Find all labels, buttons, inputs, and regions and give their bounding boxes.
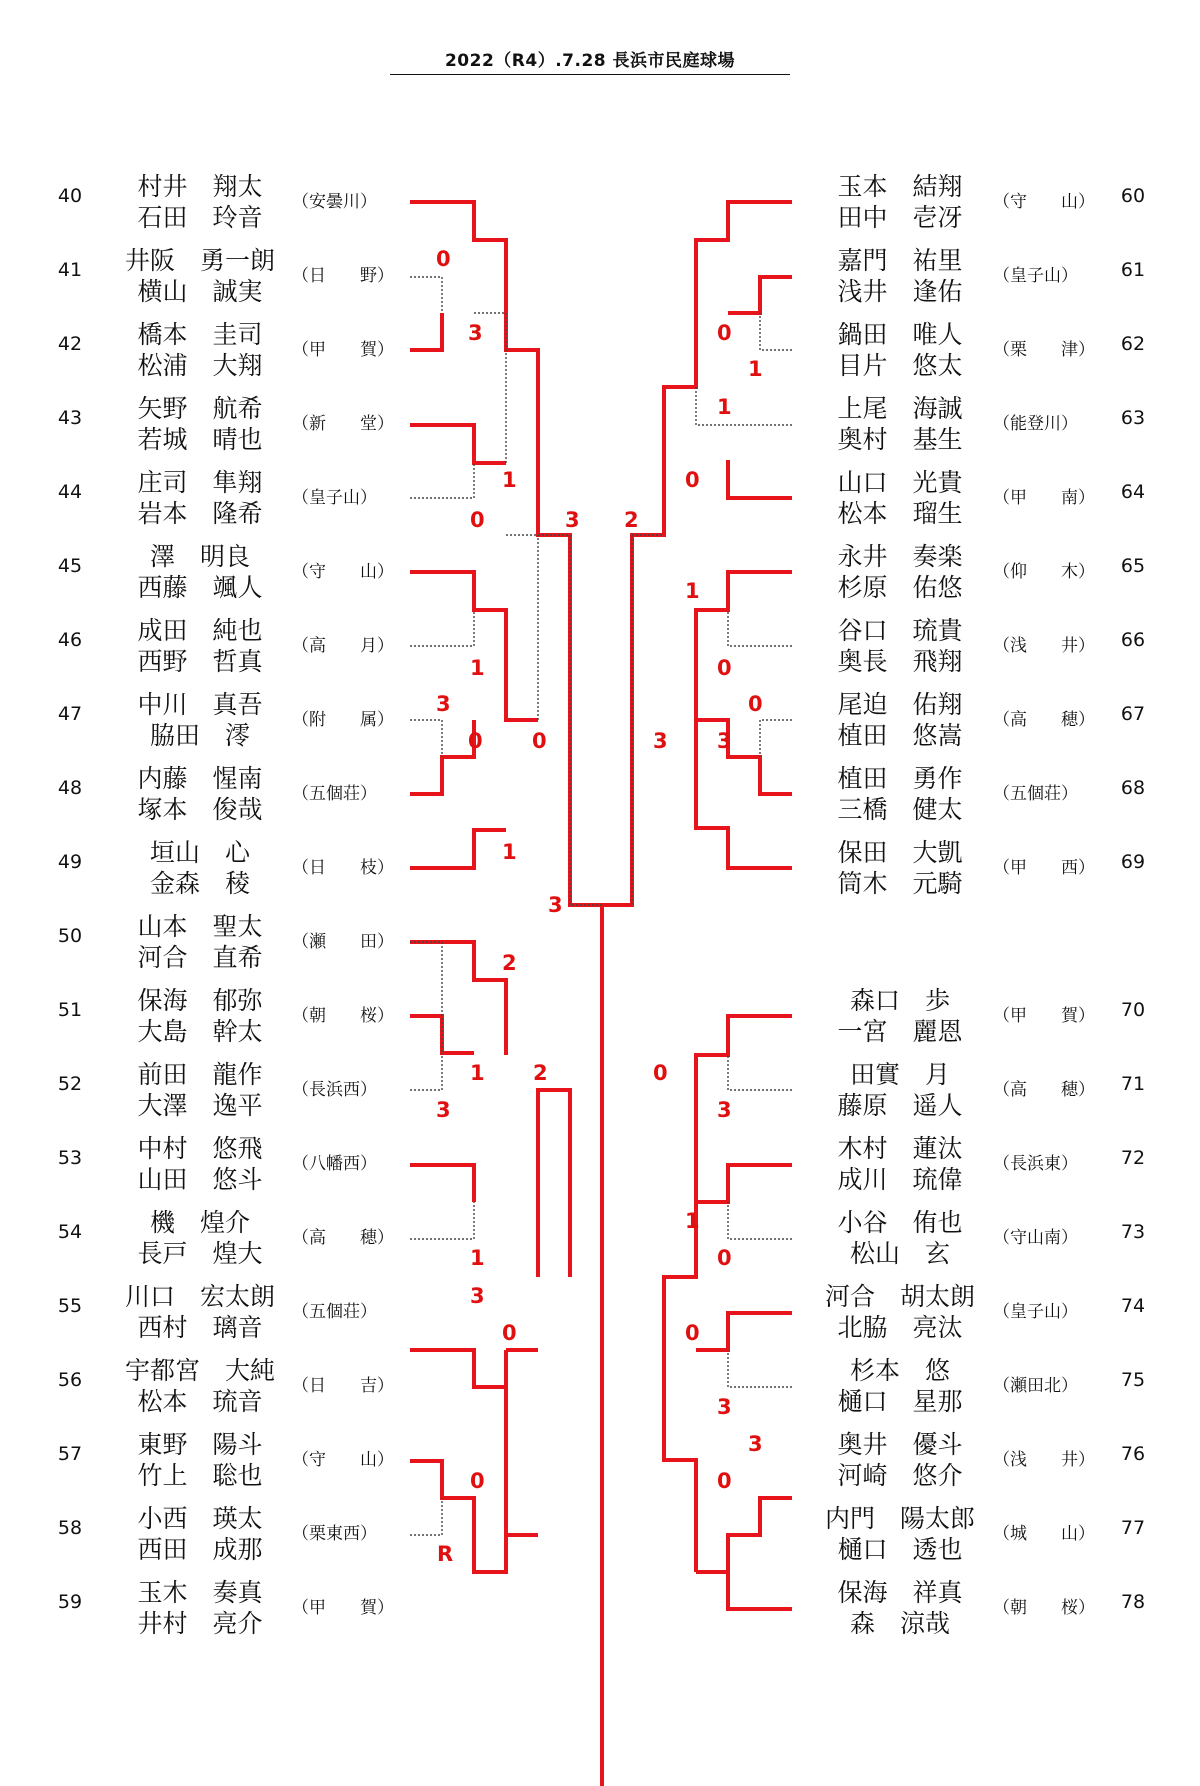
entry-number: 51	[57, 999, 83, 1021]
match-score: 3	[565, 508, 580, 532]
school-name: （高 穂）	[292, 1228, 394, 1248]
school-name: （守 山）	[292, 562, 394, 582]
player-pair	[810, 467, 990, 529]
entry-row	[0, 905, 1200, 979]
school-name: （甲 南）	[993, 488, 1095, 508]
player-name: 内藤 惺南	[137, 764, 263, 793]
player-name: 岩本 隆希	[137, 499, 263, 528]
player-name: 中村 悠飛	[137, 1134, 263, 1163]
school-name: （守 山）	[292, 1450, 394, 1470]
school-name: （高 穂）	[993, 1080, 1095, 1100]
player-pair	[810, 689, 990, 751]
player-pair	[810, 171, 990, 233]
player-name: 木村 蓮汰	[837, 1134, 963, 1163]
school-name: （高 穂）	[993, 710, 1095, 730]
entry-number: 42	[57, 333, 83, 355]
entry-number: 55	[57, 1295, 83, 1317]
match-score: 1	[470, 1061, 485, 1085]
player-name: 嘉門 祐里	[837, 246, 963, 275]
player-name: 前田 龍作	[137, 1060, 263, 1089]
match-score: 1	[748, 357, 763, 381]
player-name: 上尾 海誠	[837, 394, 963, 423]
match-score: 0	[436, 247, 451, 271]
entry-row	[0, 239, 1200, 313]
player-pair	[810, 1059, 990, 1121]
entry-number: 61	[1120, 259, 1146, 281]
player-name: 庄司 隼翔	[137, 468, 263, 497]
school-name: （朝 桜）	[292, 1006, 394, 1026]
player-name: 奥長 飛翔	[837, 647, 963, 676]
school-name: （瀬 田）	[292, 932, 394, 952]
player-name: 小西 瑛太	[137, 1504, 263, 1533]
entry-number: 72	[1120, 1147, 1146, 1169]
player-name: 谷口 琉貴	[837, 616, 963, 645]
player-name: 北脇 亮汰	[837, 1313, 963, 1342]
match-score: 2	[533, 1061, 548, 1085]
player-name: 尾迫 佑翔	[837, 690, 963, 719]
player-name: 宇都宮 大純	[124, 1356, 275, 1385]
entry-number: 65	[1120, 555, 1146, 577]
player-name: 樋口 星那	[837, 1387, 963, 1416]
entry-number: 68	[1120, 777, 1146, 799]
school-name: （安曇川）	[292, 192, 377, 212]
player-name: 成川 琉偉	[837, 1165, 963, 1194]
player-name: 鍋田 唯人	[837, 320, 963, 349]
school-name: （日 野）	[292, 266, 394, 286]
entry-number: 66	[1120, 629, 1146, 651]
match-score: 1	[502, 468, 517, 492]
player-name: 河崎 悠介	[837, 1461, 963, 1490]
entry-number: 67	[1120, 703, 1146, 725]
school-name: （日 吉）	[292, 1376, 394, 1396]
school-name: （浅 井）	[993, 1450, 1095, 1470]
match-score: 3	[748, 1432, 763, 1456]
entry-number: 62	[1120, 333, 1146, 355]
match-score: 0	[470, 508, 485, 532]
entry-row	[0, 683, 1200, 757]
player-name: 西藤 颯人	[137, 573, 263, 602]
player-pair	[810, 1577, 990, 1639]
match-score: 0	[468, 729, 483, 753]
match-score: 3	[653, 729, 668, 753]
school-name: （長浜西）	[292, 1080, 377, 1100]
entry-row	[0, 1053, 1200, 1127]
school-name: （守 山）	[993, 192, 1095, 212]
match-score: 1	[470, 656, 485, 680]
player-name: 奥井 優斗	[837, 1430, 963, 1459]
entry-number: 74	[1120, 1295, 1146, 1317]
player-name: 村井 翔太	[137, 172, 263, 201]
player-name: 井村 亮介	[137, 1609, 263, 1638]
school-name: （日 枝）	[292, 858, 394, 878]
player-pair	[810, 1355, 990, 1417]
entry-number: 75	[1120, 1369, 1146, 1391]
player-name: 西野 哲真	[137, 647, 263, 676]
player-name: 植田 悠嵩	[837, 721, 963, 750]
entry-number: 45	[57, 555, 83, 577]
entry-number: 47	[57, 703, 83, 725]
school-name: （甲 賀）	[993, 1006, 1095, 1026]
player-name: 川口 宏太朗	[124, 1282, 275, 1311]
school-name: （甲 賀）	[292, 340, 394, 360]
player-pair	[810, 1503, 990, 1565]
school-name: （新 堂）	[292, 414, 394, 434]
player-name: 脇田 澪	[149, 721, 250, 750]
player-name: 山口 光貴	[837, 468, 963, 497]
school-name: （能登川）	[993, 414, 1078, 434]
player-name: 澤 明良	[149, 542, 250, 571]
match-score: 3	[548, 893, 563, 917]
player-name: 西村 璃音	[137, 1313, 263, 1342]
entry-number: 41	[57, 259, 83, 281]
school-name: （栗東西）	[292, 1524, 377, 1544]
player-pair	[810, 1133, 990, 1195]
entry-number: 48	[57, 777, 83, 799]
player-name: 大島 幹太	[137, 1017, 263, 1046]
match-score: 2	[624, 508, 639, 532]
player-name: 森 涼哉	[849, 1609, 950, 1638]
match-score: 0	[717, 321, 732, 345]
match-score: 3	[717, 1098, 732, 1122]
player-name: 中川 真吾	[137, 690, 263, 719]
entry-row	[0, 165, 1200, 239]
match-score: 1	[717, 395, 732, 419]
entry-row	[0, 1423, 1200, 1497]
player-pair	[810, 985, 990, 1047]
entry-row	[0, 979, 1200, 1053]
player-name: 玉本 結翔	[837, 172, 963, 201]
entry-row	[0, 1275, 1200, 1349]
match-score: 0	[717, 1469, 732, 1493]
player-name: 田中 壱冴	[837, 203, 963, 232]
entry-row	[0, 313, 1200, 387]
school-name: （附 属）	[292, 710, 394, 730]
player-name: 奥村 基生	[837, 425, 963, 454]
player-pair	[810, 393, 990, 455]
player-name: 浅井 逢佑	[837, 277, 963, 306]
entry-number: 73	[1120, 1221, 1146, 1243]
school-name: （皇子山）	[993, 266, 1078, 286]
player-pair	[810, 245, 990, 307]
player-name: 垣山 心	[149, 838, 250, 867]
school-name: （高 月）	[292, 636, 394, 656]
player-name: 三橋 健太	[837, 795, 963, 824]
school-name: （五個荘）	[292, 1302, 377, 1322]
match-score: 0	[532, 729, 547, 753]
match-score: 0	[717, 656, 732, 680]
player-name: 内門 陽太郎	[824, 1504, 975, 1533]
entry-row	[0, 387, 1200, 461]
match-score: 3	[468, 321, 483, 345]
player-name: 筒木 元騎	[837, 869, 963, 898]
player-name: 目片 悠太	[837, 351, 963, 380]
entry-number: 63	[1120, 407, 1146, 429]
entry-row	[0, 1201, 1200, 1275]
school-name: （五個荘）	[292, 784, 377, 804]
title-underline	[390, 74, 790, 75]
player-pair	[810, 837, 990, 899]
player-name: 山本 聖太	[137, 912, 263, 941]
school-name: （仰 木）	[993, 562, 1095, 582]
entry-number: 46	[57, 629, 83, 651]
player-name: 矢野 航希	[137, 394, 263, 423]
player-name: 若城 晴也	[137, 425, 263, 454]
entry-row	[0, 831, 1200, 905]
player-name: 大澤 逸平	[137, 1091, 263, 1120]
player-name: 杉原 佑悠	[837, 573, 963, 602]
player-name: 松山 玄	[849, 1239, 950, 1268]
player-name: 橋本 圭司	[137, 320, 263, 349]
entry-number: 76	[1120, 1443, 1146, 1465]
player-pair	[810, 1281, 990, 1343]
player-pair	[810, 763, 990, 825]
player-name: 小谷 侑也	[837, 1208, 963, 1237]
entry-row	[0, 757, 1200, 831]
player-name: 東野 陽斗	[137, 1430, 263, 1459]
match-score: R	[437, 1542, 454, 1566]
match-score: 3	[717, 1395, 732, 1419]
entry-number: 71	[1120, 1073, 1146, 1095]
player-pair	[810, 541, 990, 603]
school-name: （浅 井）	[993, 636, 1095, 656]
entry-row	[0, 1497, 1200, 1571]
player-name: 西田 成那	[137, 1535, 263, 1564]
player-name: 河合 胡太朗	[824, 1282, 975, 1311]
entry-number: 64	[1120, 481, 1146, 503]
player-name: 石田 玲音	[137, 203, 263, 232]
school-name: （朝 桜）	[993, 1598, 1095, 1618]
entry-number: 40	[57, 185, 83, 207]
entry-row	[0, 1349, 1200, 1423]
match-score: 0	[470, 1469, 485, 1493]
player-name: 井阪 勇一朗	[124, 246, 275, 275]
school-name: （皇子山）	[993, 1302, 1078, 1322]
player-name: 保海 祥真	[837, 1578, 963, 1607]
match-score: 0	[502, 1321, 517, 1345]
player-name: 杉本 悠	[849, 1356, 950, 1385]
player-pair	[810, 1429, 990, 1491]
entry-row	[0, 1571, 1200, 1645]
player-name: 一宮 麗恩	[837, 1017, 963, 1046]
player-name: 金森 稜	[149, 869, 250, 898]
entry-number: 69	[1120, 851, 1146, 873]
entry-number: 49	[57, 851, 83, 873]
entry-number: 59	[57, 1591, 83, 1613]
match-score: 1	[685, 579, 700, 603]
entry-row	[0, 609, 1200, 683]
entry-number: 43	[57, 407, 83, 429]
school-name: （長浜東）	[993, 1154, 1078, 1174]
match-score: 3	[470, 1284, 485, 1308]
entry-row	[0, 1127, 1200, 1201]
entry-number: 44	[57, 481, 83, 503]
match-score: 2	[502, 951, 517, 975]
player-name: 山田 悠斗	[137, 1165, 263, 1194]
entry-number: 53	[57, 1147, 83, 1169]
player-name: 永井 奏楽	[837, 542, 963, 571]
school-name: （栗 津）	[993, 340, 1095, 360]
player-name: 松本 瑠生	[837, 499, 963, 528]
entry-number: 52	[57, 1073, 83, 1095]
entry-number: 57	[57, 1443, 83, 1465]
player-name: 松本 琉音	[137, 1387, 263, 1416]
entry-row	[0, 535, 1200, 609]
entry-number: 56	[57, 1369, 83, 1391]
player-name: 保海 郁弥	[137, 986, 263, 1015]
player-name: 竹上 聡也	[137, 1461, 263, 1490]
player-name: 藤原 遥人	[837, 1091, 963, 1120]
entry-row	[0, 461, 1200, 535]
player-pair	[810, 1207, 990, 1269]
school-name: （甲 西）	[993, 858, 1095, 878]
player-name: 長戸 煌大	[137, 1239, 263, 1268]
player-name: 横山 誠実	[137, 277, 263, 306]
match-score: 0	[748, 692, 763, 716]
school-name: （八幡西）	[292, 1154, 377, 1174]
school-name: （皇子山）	[292, 488, 377, 508]
match-score: 1	[470, 1246, 485, 1270]
player-name: 森口 歩	[849, 986, 950, 1015]
player-pair	[810, 319, 990, 381]
school-name: （瀬田北）	[993, 1376, 1078, 1396]
school-name: （甲 賀）	[292, 1598, 394, 1618]
player-name: 玉木 奏真	[137, 1578, 263, 1607]
entry-number: 58	[57, 1517, 83, 1539]
entry-number: 70	[1120, 999, 1146, 1021]
match-score: 3	[436, 1098, 451, 1122]
entry-number: 60	[1120, 185, 1146, 207]
player-name: 保田 大凱	[837, 838, 963, 867]
player-name: 松浦 大翔	[137, 351, 263, 380]
match-score: 0	[653, 1061, 668, 1085]
match-score: 0	[685, 468, 700, 492]
player-name: 田實 月	[849, 1060, 950, 1089]
page-title: 2022（R4）.7.28 長浜市民庭球場	[444, 51, 736, 71]
school-name: （城 山）	[993, 1524, 1095, 1544]
entry-number: 78	[1120, 1591, 1146, 1613]
player-pair	[110, 911, 290, 973]
school-name: （守山南）	[993, 1228, 1078, 1248]
player-name: 機 煌介	[149, 1208, 250, 1237]
player-name: 植田 勇作	[837, 764, 963, 793]
entry-number: 50	[57, 925, 83, 947]
player-pair	[810, 615, 990, 677]
match-score: 0	[717, 1246, 732, 1270]
entry-number: 54	[57, 1221, 83, 1243]
player-name: 成田 純也	[137, 616, 263, 645]
match-score: 1	[685, 1209, 700, 1233]
match-score: 3	[436, 692, 451, 716]
match-score: 3	[717, 729, 732, 753]
match-score: 1	[502, 840, 517, 864]
entry-number: 77	[1120, 1517, 1146, 1539]
match-score: 0	[685, 1321, 700, 1345]
player-name: 河合 直希	[137, 943, 263, 972]
player-name: 樋口 透也	[837, 1535, 963, 1564]
player-name: 塚本 俊哉	[137, 795, 263, 824]
school-name: （五個荘）	[993, 784, 1078, 804]
